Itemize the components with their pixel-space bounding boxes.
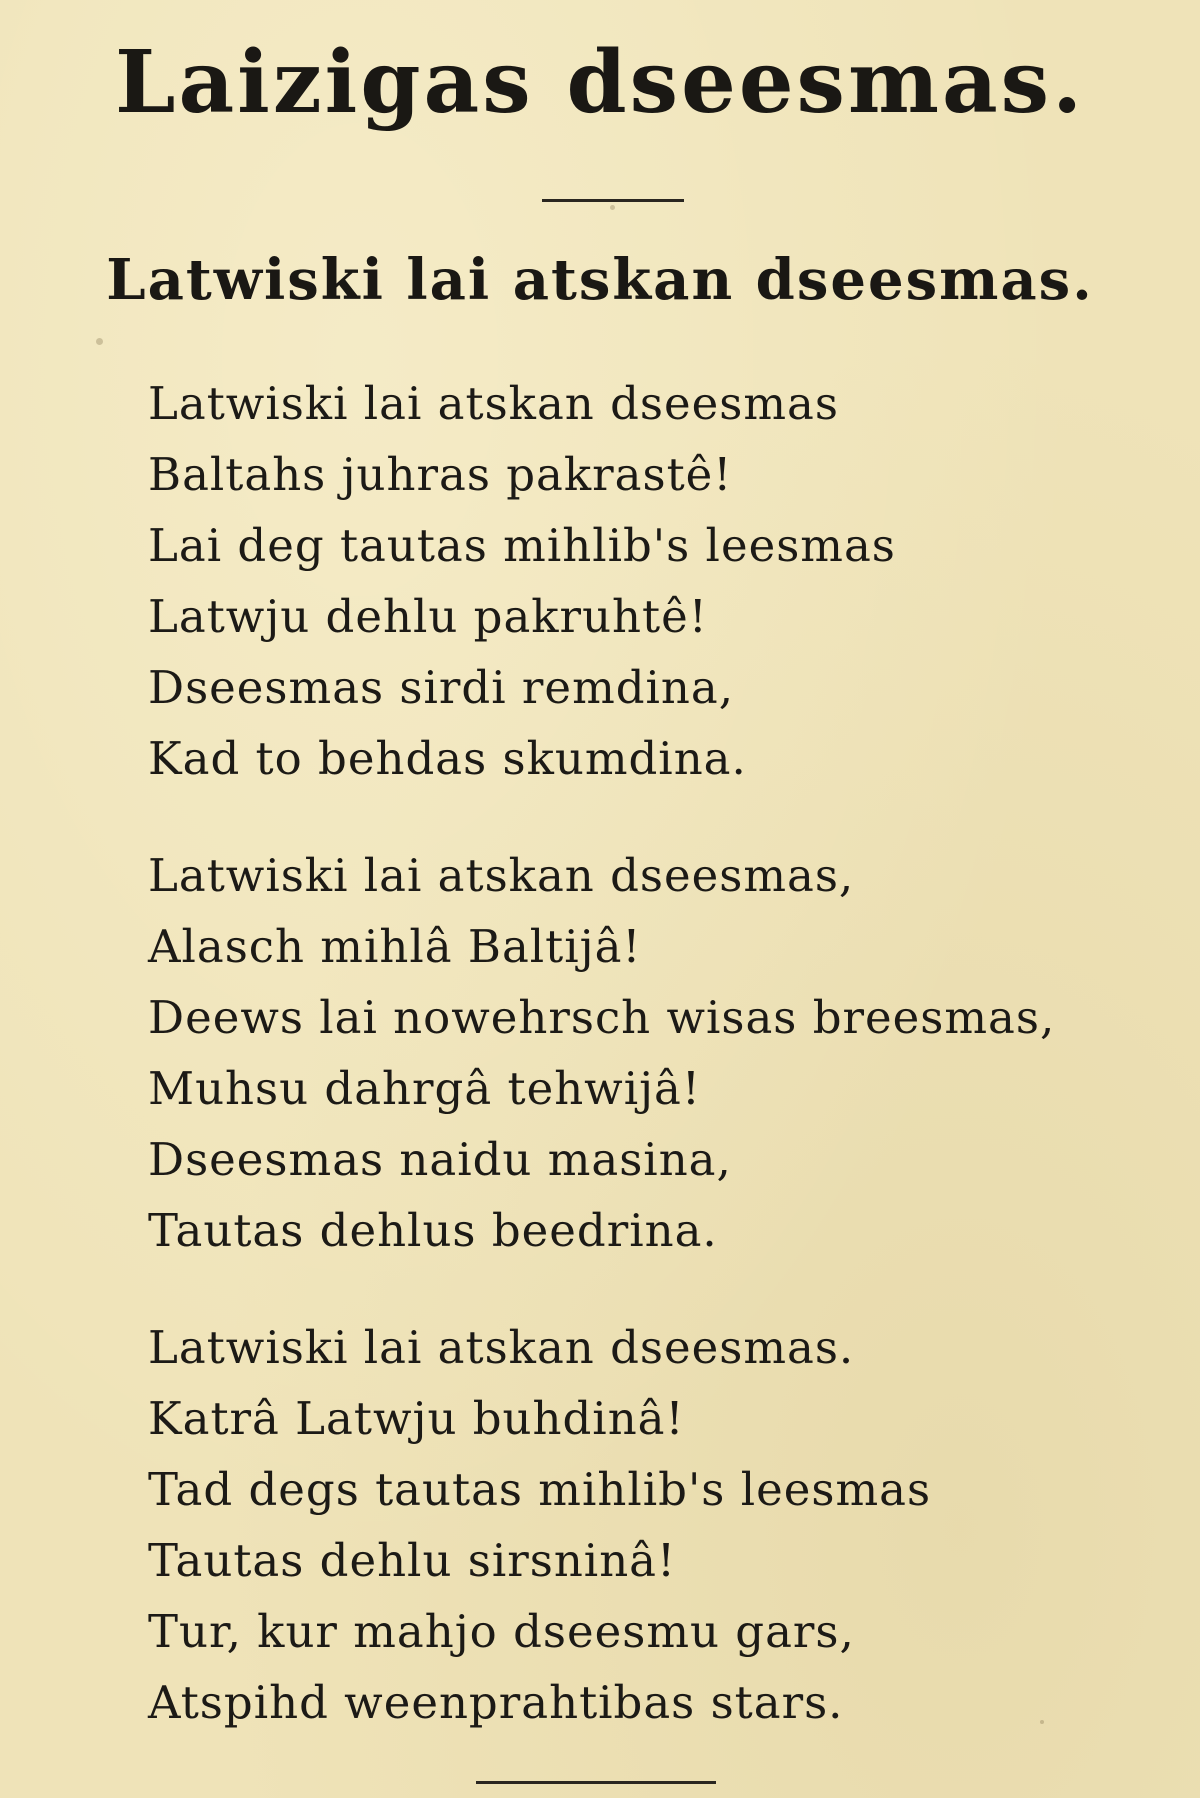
poem-line: Katrâ Latwju buhdinâ!: [148, 1392, 685, 1445]
poem-line: Dseesmas naidu masina,: [148, 1133, 732, 1186]
poem-line: Tad degs tautas mihlib's leesmas: [148, 1463, 932, 1516]
poem-body: [148, 368, 1148, 1784]
poem-line: Kad to behdas skumdina.: [148, 732, 747, 785]
paper-speck: [96, 338, 103, 345]
paper-speck: [610, 205, 615, 210]
poem-line: Latwiski lai atskan dseesmas: [148, 377, 839, 430]
poem-line: Baltahs juhras pakrastê!: [148, 448, 733, 501]
title-divider: [542, 199, 684, 202]
poem-line: Tautas dehlus beedrina.: [148, 1204, 718, 1257]
poem-line: Lai deg tautas mihlib's leesmas: [148, 519, 896, 572]
poem-line: Tur, kur mahjo dseesmu gars,: [148, 1605, 855, 1658]
poem-line: Deews lai nowehrsch wisas breesmas,: [148, 991, 1056, 1044]
poem-line: Muhsu dahrgâ tehwijâ!: [148, 1062, 701, 1115]
poem-heading: Latwiski lai atskan dseesmas.: [106, 247, 1094, 313]
poem-line: Alasch mihlâ Baltijâ!: [148, 920, 642, 973]
page-title: Laizigas dseesmas.: [114, 32, 1086, 133]
poem-line: Atspihd weenprahtibas stars.: [148, 1676, 844, 1729]
closing-divider: [476, 1781, 716, 1784]
poem-line: Latwiski lai atskan dseesmas,: [148, 849, 855, 902]
poem-line: Tautas dehlu sirsninâ!: [148, 1534, 677, 1587]
poem-line: Latwiski lai atskan dseesmas.: [148, 1321, 855, 1374]
poem-line: Dseesmas sirdi remdina,: [148, 661, 735, 714]
stanza-1: [148, 368, 1148, 794]
stanza-3: [148, 1312, 1148, 1738]
stanza-2: [148, 840, 1148, 1266]
poem-line: Latwju dehlu pakruhtê!: [148, 590, 708, 643]
